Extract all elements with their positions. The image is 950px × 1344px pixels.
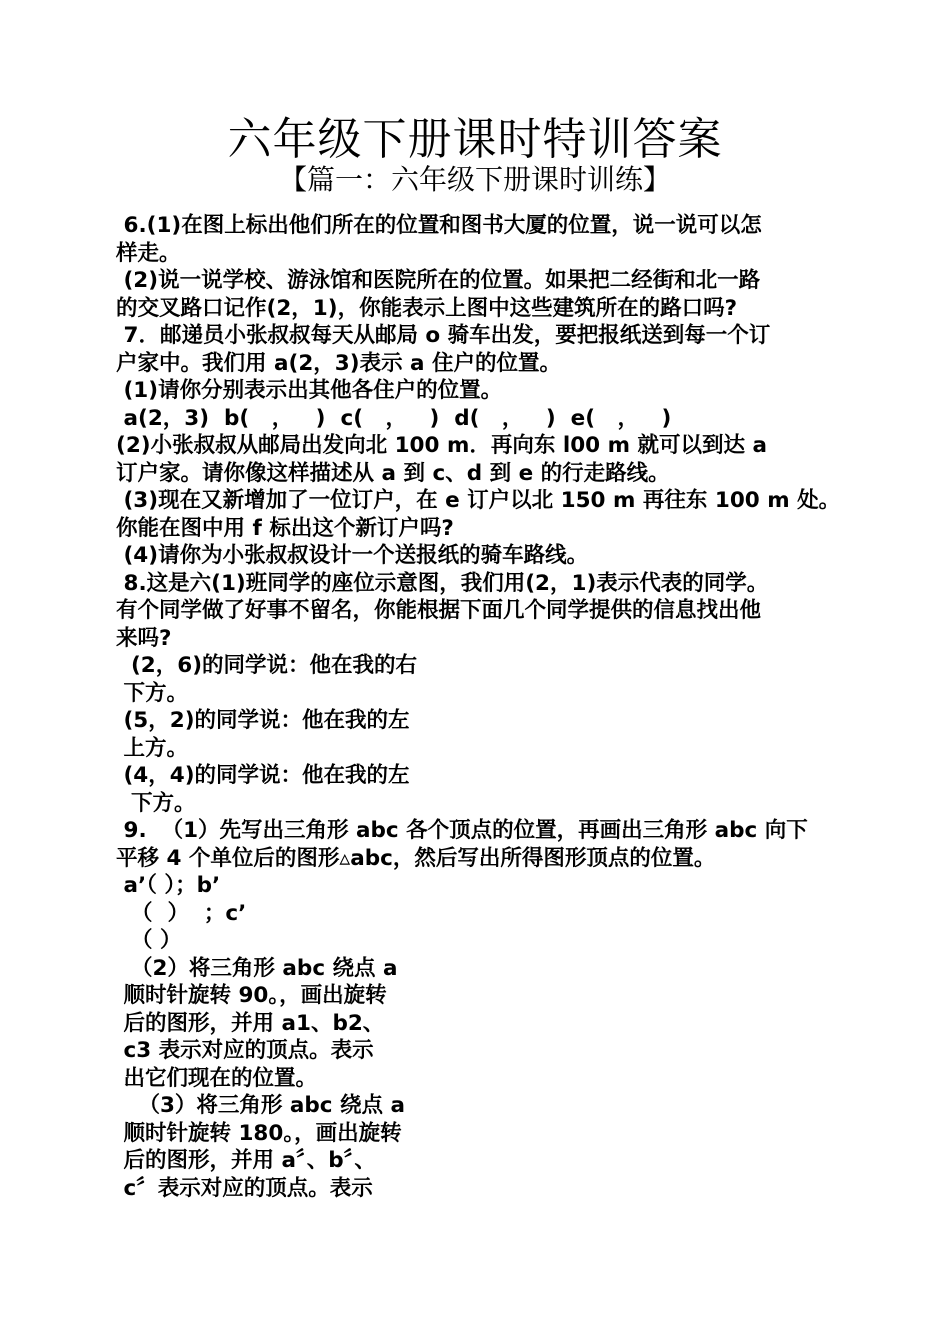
text-line: （3）将三角形 abc 绕点 a xyxy=(116,1093,406,1118)
text-line: 8.这是六(1)班同学的座位示意图，我们用(2，1)表示代表的同学。 xyxy=(116,570,769,596)
text-line: 的交叉路口记作(2，1)，你能表示上图中这些建筑所在的路口吗? xyxy=(116,295,738,321)
text-line: (1)请你分别表示出其他各住户的位置。 xyxy=(116,378,503,403)
text-line: (2)说一说学校、游泳馆和医院所在的位置。如果把二经街和北一路 xyxy=(116,268,761,293)
text-line: 你能在图中用 f 标出这个新订户吗? xyxy=(116,515,454,541)
document-subtitle: 【篇一：六年级下册课时训练】 xyxy=(278,163,671,196)
text-line: 平移 4 个单位后的图形▵abc，然后写出所得图形顶点的位置。 xyxy=(116,845,716,871)
text-line: 6.(1)在图上标出他们所在的位置和图书大厦的位置，说一说可以怎 xyxy=(116,213,762,238)
text-line: (3)现在又新增加了一位订户，在 e 订户以北 150 m 再往东 100 m 处。 xyxy=(116,488,841,513)
text-line: c〞表示对应的顶点。表示 xyxy=(116,1175,373,1201)
text-line: (2)小张叔叔从邮局出发向北 100 m．再向东 l00 m 就可以到达 a xyxy=(116,433,768,458)
text-line: 下方。 xyxy=(116,790,196,816)
document-title: 六年级下册课时特训答案 xyxy=(227,114,723,165)
text-line: 户家中。我们用 a(2，3)表示 a 住户的位置。 xyxy=(116,350,562,376)
text-line: (2，6)的同学说：他在我的右 xyxy=(116,653,418,678)
text-line: 上方。 xyxy=(116,735,188,761)
text-line: 来吗? xyxy=(116,625,172,651)
text-line: 顺时针旋转 90。，画出旋转 xyxy=(116,983,387,1008)
text-line: 有个同学做了好事不留名，你能根据下面几个同学提供的信息找出他 xyxy=(116,598,762,623)
text-line: 订户家。请你像这样描述从 a 到 c、d 到 e 的行走路线。 xyxy=(116,460,670,486)
text-line: 下方。 xyxy=(116,680,188,706)
text-line: （ ） xyxy=(116,928,182,953)
text-line: (4，4)的同学说：他在我的左 xyxy=(116,763,410,788)
text-line: 出它们现在的位置。 xyxy=(116,1065,317,1091)
text-line: a’（ ）；b’ xyxy=(116,873,221,898)
text-line: 7．邮递员小张叔叔每天从邮局 o 骑车出发，要把报纸送到每一个订 xyxy=(116,323,771,348)
text-line: (4)请你为小张叔叔设计一个送报纸的骑车路线。 xyxy=(116,543,589,568)
text-line: (5，2)的同学说：他在我的左 xyxy=(116,708,410,733)
text-line: c3 表示对应的顶点。表示 xyxy=(116,1038,374,1063)
document-body xyxy=(116,212,846,1202)
text-line: （ ） ；c’ xyxy=(116,900,247,926)
text-line: 后的图形，并用 a〞、b〞、 xyxy=(116,1148,376,1173)
text-line: （2）将三角形 abc 绕点 a xyxy=(116,955,398,981)
text-line: 样走。 xyxy=(116,240,181,266)
text-line: a(2，3) b( ， ) c( ， ) d( ， ) e( ， ) xyxy=(116,405,672,431)
text-line: 后的图形，并用 a1、b2、 xyxy=(116,1010,385,1036)
text-line: 9. （1）先写出三角形 abc 各个顶点的位置，再画出三角形 abc 向下 xyxy=(116,818,808,843)
text-line: 顺时针旋转 180。，画出旋转 xyxy=(116,1120,402,1146)
